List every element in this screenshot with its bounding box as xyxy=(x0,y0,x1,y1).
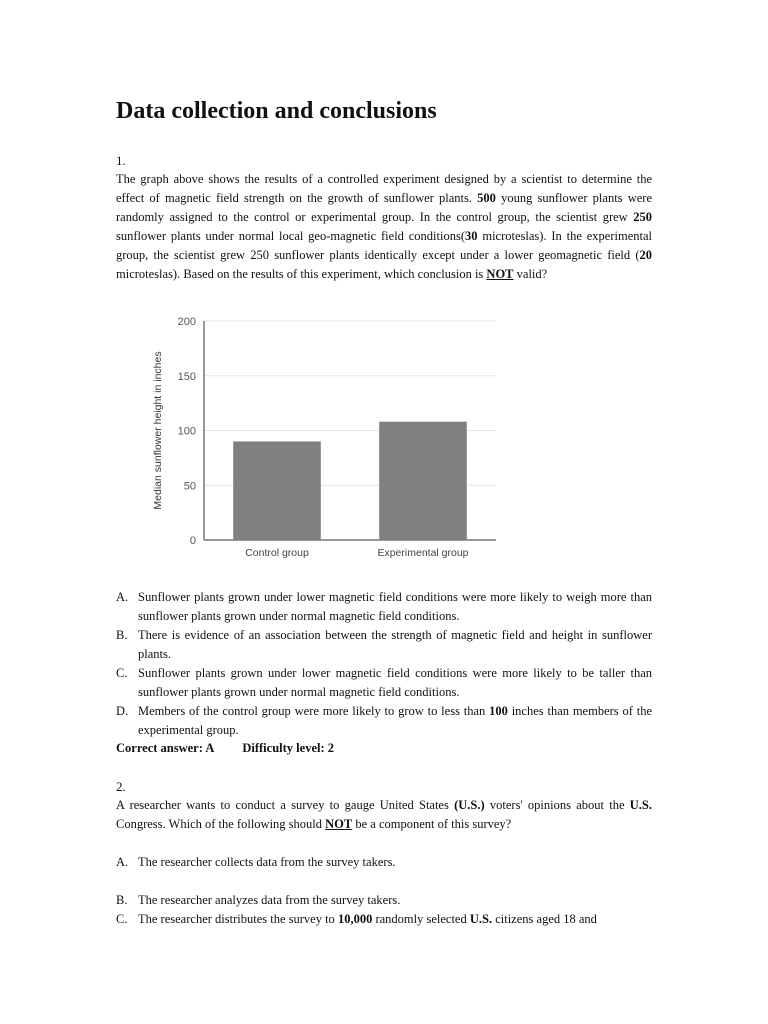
text-run: Members of the control group were more likely to grow to less than xyxy=(138,704,490,718)
option-text xyxy=(138,666,652,699)
text-run: be a component of this survey? xyxy=(352,817,512,831)
text-run: Congress. Which of the following should xyxy=(116,817,326,831)
question-2-option-a xyxy=(116,853,652,872)
text-run: microteslas). In the experimental group, the scientist grew 250 sunflower plants identically except under a lower geomagnetic field ( xyxy=(116,229,652,262)
text-run: The researcher distributes the survey to xyxy=(138,912,338,926)
answer-option-b xyxy=(116,626,652,664)
bar-control-group xyxy=(233,441,321,540)
y-tick-label: 0 xyxy=(189,535,196,547)
question-2-option-b xyxy=(116,891,652,910)
emphasis-text: U.S. xyxy=(469,912,493,926)
emphasis-text: NOT xyxy=(325,817,353,831)
y-tick-label: 200 xyxy=(177,316,196,328)
answer-option-a xyxy=(116,588,652,626)
option-text xyxy=(116,853,652,872)
text-run: Sunflower plants grown under lower magnetic field conditions were more likely to weigh more than sunflower plants grown under normal magnetic field conditions. xyxy=(138,590,652,623)
answer-option-d xyxy=(116,702,652,740)
emphasis-text: U.S. xyxy=(629,798,652,812)
text-run: The graph above shows the results of a controlled experiment designed by a scientist to determine the effect of magnetic field strength on the growth of sunflower plants. xyxy=(116,172,652,205)
text-run: The researcher collects data from the survey takers. xyxy=(138,855,396,869)
difficulty-level: Difficulty level: 2 xyxy=(242,741,334,755)
question-1-stem xyxy=(116,170,652,284)
text-run: young sunflower plants were randomly assigned to the control or experimental group. In the control group, the scientist grew xyxy=(116,191,653,224)
emphasis-text: NOT xyxy=(486,267,514,281)
emphasis-text: 250 xyxy=(633,210,652,224)
emphasis-text: (U.S.) xyxy=(454,798,485,812)
text-run: voters' opinions about the xyxy=(484,798,630,812)
y-tick-label: 50 xyxy=(183,480,196,493)
option-letter: C. xyxy=(116,666,128,680)
text-run: valid? xyxy=(513,267,548,281)
text-run: microteslas). Based on the results of this experiment, which conclusion is xyxy=(116,267,487,281)
question-1-options xyxy=(116,588,652,740)
bar-experimental-group xyxy=(379,422,467,540)
option-text xyxy=(116,891,652,910)
option-text xyxy=(138,704,652,737)
option-letter: B. xyxy=(116,628,128,642)
text-run: Sunflower plants grown under lower magnetic field conditions were more likely to be taller than sunflower plants grown under normal magnetic field conditions. xyxy=(138,666,652,699)
question-1-number: 1. xyxy=(116,153,126,168)
correct-answer: Correct answer: A xyxy=(116,741,215,755)
question-1-answer-line xyxy=(116,741,334,756)
question-2-number: 2. xyxy=(116,779,126,794)
bar-chart xyxy=(146,310,506,564)
emphasis-text: 10,000 xyxy=(337,912,373,926)
answer-option-c xyxy=(116,664,652,702)
option-letter: C. xyxy=(116,912,128,926)
option-letter: A. xyxy=(116,590,129,604)
emphasis-text: 20 xyxy=(639,248,652,262)
option-letter: D. xyxy=(116,704,129,718)
emphasis-text xyxy=(486,267,513,281)
emphasis-text: 500 xyxy=(477,191,496,205)
x-tick-label: Control group xyxy=(245,547,309,559)
option-letter: B. xyxy=(116,893,128,907)
option-text xyxy=(138,628,652,661)
text-run: inches than members of the experimental group. xyxy=(138,704,652,737)
emphasis-text xyxy=(325,817,352,831)
y-tick-label: 100 xyxy=(177,425,196,438)
emphasis-text: 100 xyxy=(489,704,508,718)
question-2-stem xyxy=(116,796,652,834)
y-tick-label: 150 xyxy=(177,370,196,383)
text-run: randomly selected xyxy=(372,912,470,926)
text-run: A researcher wants to conduct a survey to gauge United States xyxy=(116,798,455,812)
text-run: sunflower plants under normal local geo-magnetic field conditions( xyxy=(116,229,466,243)
emphasis-text: 30 xyxy=(465,229,478,243)
text-run: The researcher analyzes data from the survey takers. xyxy=(138,893,401,907)
question-2-option-c xyxy=(116,910,652,929)
x-tick-label: Experimental group xyxy=(377,547,469,559)
page-title: Data collection and conclusions xyxy=(116,98,437,124)
option-text xyxy=(138,590,652,623)
text-run: There is evidence of an association between the strength of magnetic field and height in sunflower plants. xyxy=(138,628,652,661)
option-text xyxy=(116,910,652,929)
option-letter: A. xyxy=(116,855,129,869)
text-run: citizens aged 18 and xyxy=(492,912,597,926)
y-axis-label: Median sunflower height in inches xyxy=(152,351,164,510)
